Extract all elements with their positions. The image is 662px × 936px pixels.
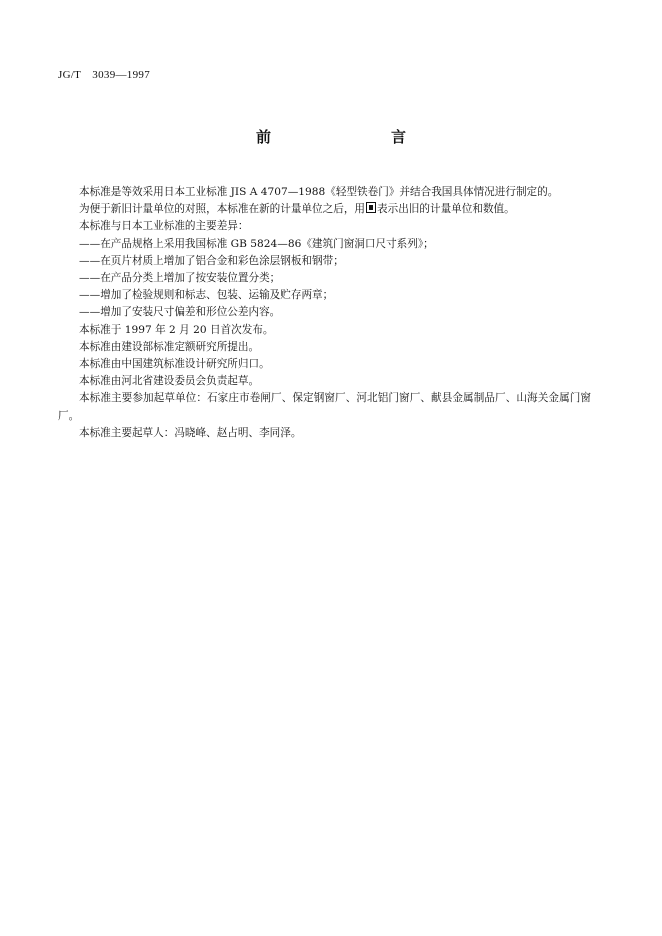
page-title: 前 言 xyxy=(255,128,436,146)
paragraph-centralizer: 本标准由中国建筑标准设计研究所归口。 xyxy=(79,358,270,371)
difference-item: ——增加了安装尺寸偏差和形位公差内容。 xyxy=(79,306,281,319)
bracket-box-icon xyxy=(366,202,376,213)
foreword-body xyxy=(58,184,591,442)
paragraph-units-text-b: 表示出旧的计量单位和数值。 xyxy=(377,203,515,216)
paragraph-units-text-a: 为便于新旧计量单位的对照，本标准在新的计量单位之后，用 xyxy=(79,203,366,216)
paragraph-units xyxy=(58,201,591,218)
paragraph-release: 本标准于 1997 年 2 月 20 日首次发布。 xyxy=(79,323,274,336)
paragraph-participants: 本标准主要参加起草单位：石家庄市卷闸厂、保定钢窗厂、河北铝门窗厂、献县金属制品厂、山海关金属门窗厂。 xyxy=(58,392,591,422)
paragraph-differences-intro: 本标准与日本工业标准的主要差异： xyxy=(79,220,249,233)
difference-item: ——在产品分类上增加了按安装位置分类； xyxy=(79,272,281,285)
difference-item: ——在产品规格上采用我国标准 GB 5824—86《建筑门窗洞口尺寸系列》； xyxy=(79,237,434,250)
standard-code: JG/T 3039—1997 xyxy=(58,69,151,81)
difference-item: ——增加了检验规则和标志、包装、运输及贮存两章； xyxy=(79,289,334,302)
paragraph-adoption: 本标准是等效采用日本工业标准 JIS A 4707—1988《轻型铁卷门》并结合我国具体情况进行制定的。 xyxy=(79,186,559,198)
paragraph-authors: 本标准主要起草人：冯晓峰、赵占明、李同泽。 xyxy=(79,426,302,439)
difference-item: ——在页片材质上增加了铝合金和彩色涂层钢板和钢带； xyxy=(79,254,344,267)
paragraph-proposer: 本标准由建设部标准定额研究所提出。 xyxy=(79,340,260,353)
paragraph-drafter: 本标准由河北省建设委员会负责起草。 xyxy=(79,375,260,388)
